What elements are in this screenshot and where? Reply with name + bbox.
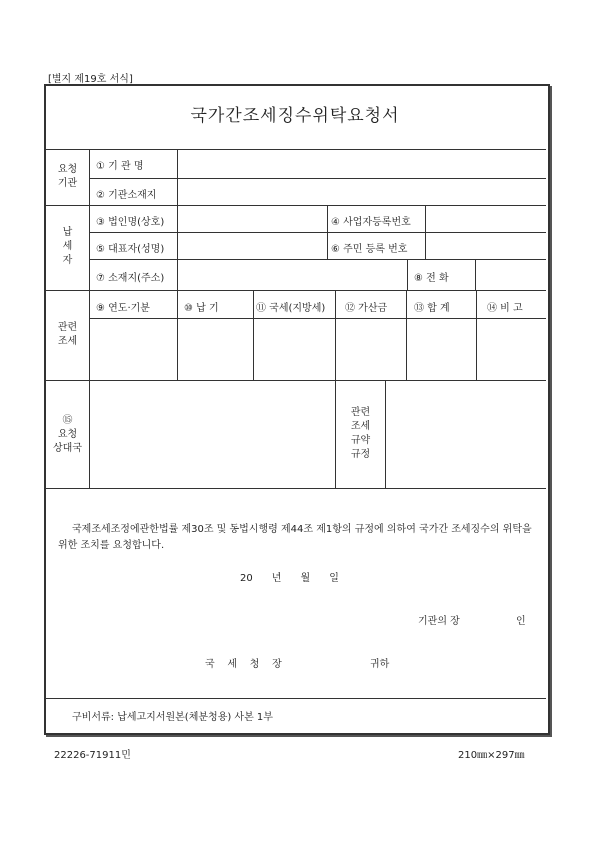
paper-size: 210㎜×297㎜ xyxy=(458,750,525,761)
year-cell[interactable] xyxy=(90,319,176,379)
phone-label: ⑧ 전 화 xyxy=(414,273,449,284)
divider xyxy=(46,290,546,291)
recipient: 국 세 청 장 xyxy=(205,659,282,670)
divider xyxy=(46,488,546,489)
business-number-label: ④ 사업자등록번호 xyxy=(331,217,411,228)
business-number-field[interactable] xyxy=(426,206,545,231)
taxpayer-address-label: ⑦ 소재지(주소) xyxy=(96,273,165,284)
representative-label: ⑤ 대표자(성명) xyxy=(96,244,165,255)
remarks-cell[interactable] xyxy=(477,319,545,379)
phone-field[interactable] xyxy=(476,260,545,289)
attachment-note: 구비서류: 납세고지서원본(체분청용) 사본 1부 xyxy=(72,712,273,723)
form-label: [별지 제19호 서식] xyxy=(48,74,133,85)
agency-name-field[interactable] xyxy=(178,150,545,177)
agency-address-field[interactable] xyxy=(178,179,545,204)
agency-head-label: 기관의 장 xyxy=(418,616,460,627)
col-header-total: ⑬ 합 계 xyxy=(414,303,450,314)
due-cell[interactable] xyxy=(178,319,252,379)
col-header-remarks: ⑭ 비 고 xyxy=(487,303,523,314)
agency-address-label: ② 기관소재지 xyxy=(96,190,157,201)
document-code: 22226-71911민 xyxy=(54,750,131,761)
corp-name-label: ③ 법인명(상호) xyxy=(96,217,165,228)
request-statement: 국제조세조정에관한법률 제30조 및 동법시행령 제44조 제1항의 규정에 의하여 국가간 조세징수의 위탁을 위한 조치를 요청합니다. xyxy=(58,524,532,551)
representative-field[interactable] xyxy=(178,233,326,258)
related-rules-field[interactable] xyxy=(386,381,545,487)
related-rules-label: 관련 조세 규약 규정 xyxy=(350,407,371,460)
divider xyxy=(407,259,408,290)
col-header-penalty: ⑫ 가산금 xyxy=(345,303,388,314)
col-header-due: ⑩ 납 기 xyxy=(184,303,219,314)
national-tax-cell[interactable] xyxy=(254,319,334,379)
section-requester: 요청 기관 xyxy=(57,164,78,189)
seal-label: 인 xyxy=(516,616,526,627)
taxpayer-address-field[interactable] xyxy=(178,260,406,289)
divider xyxy=(327,205,328,259)
date-line: 20 년 월 일 xyxy=(240,573,339,584)
target-country-field[interactable] xyxy=(90,381,334,487)
resident-number-label: ⑥ 주민 등록 번호 xyxy=(331,244,408,255)
section-target-country: ⑮ 요청 상대국 xyxy=(53,415,82,454)
col-header-national-tax: ⑪ 국세(지방세) xyxy=(256,303,326,314)
recipient-suffix: 귀하 xyxy=(370,659,390,670)
corp-name-field[interactable] xyxy=(178,206,326,231)
resident-number-field[interactable] xyxy=(426,233,545,258)
section-taxpayer: 납 세 자 xyxy=(62,227,73,266)
total-cell[interactable] xyxy=(407,319,475,379)
section-related-tax: 관련 조세 xyxy=(57,322,78,347)
penalty-cell[interactable] xyxy=(336,319,405,379)
col-header-year: ⑨ 연도·기분 xyxy=(96,303,150,314)
agency-name-label: ① 기 관 명 xyxy=(96,161,144,172)
divider xyxy=(46,698,546,699)
form-title: 국가간조세징수위탁요청서 xyxy=(190,106,400,126)
